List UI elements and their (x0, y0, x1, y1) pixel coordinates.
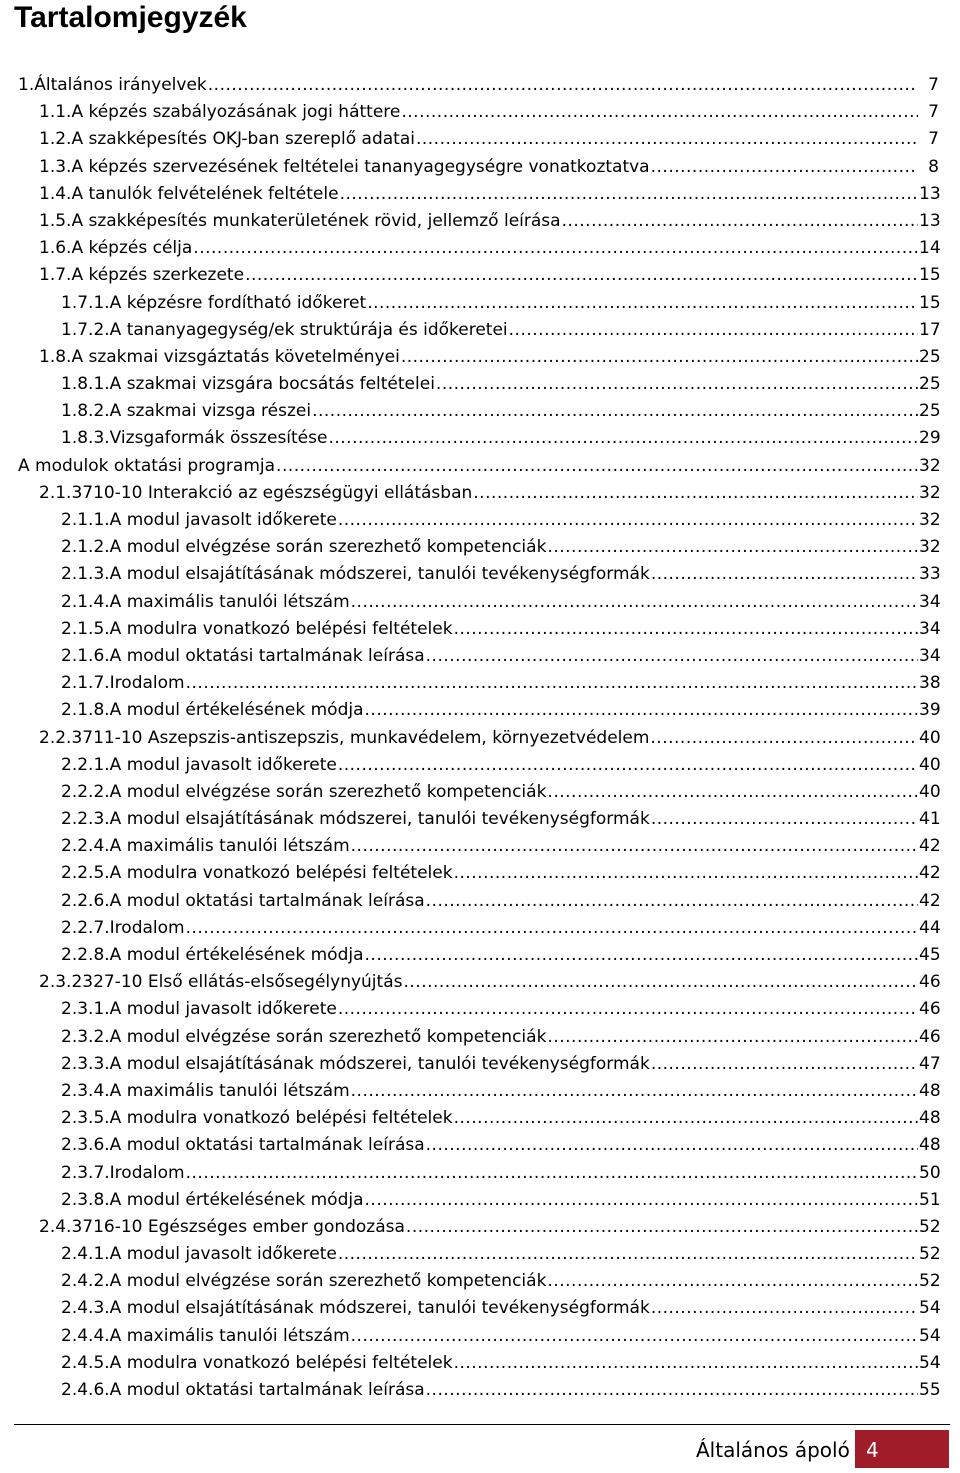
toc-entry-label: A képzés szerkezete (71, 265, 245, 286)
dot-leader (651, 156, 918, 178)
dot-leader (367, 292, 918, 314)
toc-entry-number: 1.5. (39, 210, 72, 231)
dot-leader (401, 346, 918, 368)
toc-entry-number: 2.3.7. (61, 1162, 110, 1183)
toc-entry-label: A szakképesítés OKJ-ban szereplő adatai (71, 129, 415, 150)
toc-entry-number: 2.1.1. (61, 510, 110, 530)
toc-entry[interactable] (0, 1295, 960, 1322)
toc-entry-number: 2.2.3. (61, 809, 110, 830)
toc-entry[interactable] (0, 942, 960, 969)
toc-entry-label: 3710-10 Interakció az egészségügyi ellátásban (71, 482, 473, 503)
toc-entry[interactable] (0, 996, 960, 1023)
toc-entry-page: 15 (919, 292, 941, 313)
toc-entry[interactable] (0, 697, 960, 724)
toc-entry-number: 2.3.3. (61, 1053, 110, 1074)
toc-entry-label: A modul oktatási tartalmának leírása (109, 890, 425, 911)
dot-leader (547, 1026, 918, 1048)
toc-entry-label: A modul oktatási tartalmának leírása (109, 1380, 425, 1400)
toc-entry[interactable] (0, 344, 960, 371)
dot-leader (186, 1162, 918, 1184)
toc-entry-label: A szakképesítés munkaterületének rövid, jellemző leírása (71, 210, 561, 231)
toc-entry-page: 13 (919, 183, 941, 204)
toc-entry-page: 25 (919, 374, 941, 395)
toc-entry-label: A modulra vonatkozó belépési feltételek (109, 1108, 453, 1129)
toc-entry-page: 42 (919, 890, 941, 911)
toc-entry-page: 48 (919, 1108, 941, 1129)
toc-entry-page: 54 (919, 1325, 941, 1346)
toc-entry-page: 32 (919, 455, 941, 476)
toc-entry[interactable] (0, 398, 960, 425)
table-of-contents (0, 72, 960, 1404)
toc-entry[interactable] (0, 262, 960, 289)
toc-entry-label: A maximális tanulói létszám (109, 836, 350, 857)
toc-entry[interactable] (0, 670, 960, 697)
dot-leader (454, 618, 918, 640)
dot-leader (406, 1216, 918, 1238)
dot-leader (426, 1379, 918, 1401)
toc-entry-label: 3716-10 Egészséges ember gondozása (71, 1216, 405, 1237)
dot-leader (403, 971, 918, 993)
toc-entry-number: 2.3.4. (61, 1080, 110, 1101)
toc-entry-number: 2.1.7. (61, 673, 110, 694)
toc-entry-page: 7 (928, 102, 939, 123)
toc-entry-page: 47 (919, 1053, 941, 1074)
toc-entry-number: 2.1.3. (61, 564, 110, 585)
dot-leader (509, 319, 918, 341)
toc-entry-page: 15 (919, 265, 941, 286)
toc-entry[interactable] (0, 480, 960, 507)
toc-entry[interactable] (0, 507, 960, 534)
toc-entry[interactable] (0, 779, 960, 806)
toc-entry-page: 8 (928, 156, 939, 177)
toc-entry-label: A maximális tanulói létszám (109, 591, 350, 612)
toc-entry-number: 2.1.5. (61, 618, 110, 639)
toc-entry[interactable] (0, 154, 960, 181)
toc-entry-label: A modul értékelésének módja (109, 700, 364, 721)
toc-entry-page: 46 (919, 999, 941, 1020)
toc-entry[interactable] (0, 915, 960, 942)
toc-entry-number: 2.3.1. (61, 999, 110, 1020)
toc-entry-label: 3711-10 Aszepszis-antiszepszis, munkavédelem, környezetvédelem (71, 727, 650, 748)
dot-leader (547, 1270, 918, 1292)
toc-entry-page: 46 (919, 1026, 941, 1047)
toc-entry[interactable] (0, 752, 960, 779)
toc-entry-page: 38 (919, 673, 941, 694)
dot-leader (650, 727, 918, 749)
toc-entry-page: 54 (919, 1298, 941, 1319)
dot-leader (365, 944, 918, 966)
toc-entry-page: 25 (919, 346, 941, 367)
toc-entry-page: 46 (919, 972, 941, 993)
dot-leader (312, 400, 918, 422)
toc-entry-page: 40 (919, 727, 941, 748)
dot-leader (338, 998, 918, 1020)
toc-entry-page: 17 (919, 319, 941, 340)
toc-entry[interactable] (0, 725, 960, 752)
toc-entry-number: 2.2.7. (61, 917, 110, 938)
toc-entry-number: 1.8.2. (61, 401, 110, 422)
toc-entry[interactable] (0, 561, 960, 588)
toc-entry-number: 2.4. (39, 1216, 72, 1237)
toc-entry[interactable] (0, 969, 960, 996)
dot-leader (401, 101, 918, 123)
toc-entry-label: A maximális tanulói létszám (109, 1080, 350, 1101)
toc-entry-label: A képzés célja (71, 238, 193, 259)
dot-leader (562, 210, 918, 232)
footer-title: Általános ápoló (696, 1438, 850, 1462)
dot-leader (365, 1189, 918, 1211)
toc-entry-number: 1.8.1. (61, 374, 110, 395)
toc-entry[interactable] (0, 126, 960, 153)
toc-entry-page: 34 (919, 591, 941, 612)
toc-entry-number: 1.7. (39, 265, 72, 286)
toc-entry-number: 2.3.2. (61, 1026, 110, 1047)
toc-entry-number: 2.3.5. (61, 1108, 110, 1129)
toc-entry-page: 52 (919, 1216, 941, 1237)
toc-entry[interactable] (0, 534, 960, 561)
dot-leader (547, 536, 918, 558)
toc-entry[interactable] (0, 1214, 960, 1241)
toc-entry-page: 34 (919, 645, 941, 666)
toc-entry-page: 7 (928, 129, 939, 150)
toc-entry-page: 29 (919, 428, 941, 449)
dot-leader (338, 509, 918, 531)
toc-entry-number: 2.1.8. (61, 700, 110, 721)
toc-entry[interactable] (0, 1241, 960, 1268)
dot-leader (338, 754, 918, 776)
toc-entry-number: 1.3. (39, 156, 72, 177)
toc-entry[interactable] (0, 1187, 960, 1214)
toc-entry-number: 1.1. (39, 102, 72, 123)
toc-entry-label: A képzés szabályozásának jogi háttere (71, 102, 401, 123)
toc-entry-number: 2.2.2. (61, 781, 110, 802)
footer-page-number: 4 (866, 1438, 879, 1462)
toc-entry-page: 34 (919, 618, 941, 639)
toc-entry-number: 2.2.5. (61, 863, 110, 884)
dot-leader (454, 1107, 918, 1129)
footer-divider (14, 1424, 950, 1425)
toc-entry-label: 2327-10 Első ellátás-elsősegélynyújtás (71, 972, 403, 993)
dot-leader (328, 427, 918, 449)
toc-entry-number: 1.7.2. (61, 319, 110, 340)
dot-leader (340, 183, 918, 205)
toc-entry-label: A modul elsajátításának módszerei, tanulói tevékenységformák (109, 809, 650, 830)
toc-entry[interactable] (0, 643, 960, 670)
toc-entry-page: 52 (919, 1244, 941, 1265)
dot-leader (351, 835, 918, 857)
dot-leader (186, 672, 918, 694)
dot-leader (651, 808, 918, 830)
dot-leader (245, 264, 918, 286)
toc-entry[interactable] (0, 290, 960, 317)
toc-entry-number: 2.1.2. (61, 537, 110, 558)
toc-entry-number: 2.1.6. (61, 645, 110, 666)
dot-leader (426, 645, 918, 667)
toc-entry-label: A képzésre fordítható időkeret (109, 292, 367, 313)
dot-leader (473, 482, 918, 504)
toc-entry-page: 45 (919, 945, 941, 965)
toc-entry-page: 54 (919, 1352, 941, 1373)
toc-entry[interactable] (0, 860, 960, 887)
dot-leader (454, 1352, 918, 1374)
toc-entry-label: A modul elvégzése során szerezhető kompetenciák (109, 1026, 547, 1047)
toc-entry-label: A modul elvégzése során szerezhető kompetenciák (109, 1271, 547, 1292)
toc-entry-number: 1.8.3. (61, 428, 110, 449)
dot-leader (547, 781, 918, 803)
toc-entry-number: 2.2.4. (61, 836, 110, 857)
toc-entry[interactable] (0, 1024, 960, 1051)
toc-entry-number: 1.6. (39, 238, 72, 259)
toc-entry-label: A modul javasolt időkerete (109, 1244, 337, 1265)
toc-entry[interactable] (0, 1105, 960, 1132)
toc-entry-page: 33 (919, 564, 941, 585)
toc-entry-page: 50 (919, 1162, 941, 1183)
toc-entry-number: 2.3. (39, 972, 72, 993)
toc-entry-label: A szakmai vizsgáztatás követelményei (71, 346, 400, 367)
toc-entry-page: 55 (919, 1380, 941, 1400)
dot-leader (454, 862, 918, 884)
toc-entry-number: 2.1.4. (61, 591, 110, 612)
toc-entry-page: 32 (919, 537, 941, 558)
dot-leader (365, 699, 918, 721)
toc-entry[interactable] (0, 1132, 960, 1159)
toc-entry-label: A modul javasolt időkerete (109, 510, 337, 530)
dot-leader (416, 128, 918, 150)
toc-entry-number: 1.4. (39, 183, 72, 204)
toc-entry-label: A modul értékelésének módja (109, 945, 364, 965)
page-title: Tartalomjegyzék (14, 1, 247, 34)
toc-entry-page: 52 (919, 1271, 941, 1292)
toc-entry-label: A modul elvégzése során szerezhető kompetenciák (109, 537, 547, 558)
toc-entry-page: 44 (919, 917, 941, 938)
toc-entry-label: A maximális tanulói létszám (109, 1325, 350, 1346)
toc-entry[interactable] (0, 833, 960, 860)
toc-entry-label: Irodalom (109, 673, 185, 694)
toc-entry-label: A tananyagegység/ek struktúrája és időkeretei (109, 319, 508, 340)
toc-entry-number: 2.2. (39, 727, 72, 748)
toc-entry-label: A modul elsajátításának módszerei, tanulói tevékenységformák (109, 1298, 650, 1319)
toc-entry-number: 1.2. (39, 129, 72, 150)
toc-entry-number: 2.4.1. (61, 1244, 110, 1265)
toc-entry-label: A képzés szervezésének feltételei tananyagegységre vonatkoztatva (71, 156, 650, 177)
toc-entry-label: A modulra vonatkozó belépési feltételek (109, 863, 453, 884)
toc-entry-page: 14 (919, 238, 941, 259)
dot-leader (651, 1297, 918, 1319)
dot-leader (338, 1243, 918, 1265)
toc-entry-number: 1.7.1. (61, 292, 110, 313)
dot-leader (193, 237, 918, 259)
toc-entry[interactable] (0, 806, 960, 833)
toc-entry[interactable] (0, 589, 960, 616)
toc-entry-page: 32 (919, 510, 941, 530)
toc-entry-number: 2.2.6. (61, 890, 110, 911)
toc-entry-label: A szakmai vizsgára bocsátás feltételei (109, 374, 435, 395)
toc-entry-page: 39 (919, 700, 941, 721)
dot-leader (351, 1325, 918, 1347)
toc-entry[interactable] (0, 99, 960, 126)
dot-leader (208, 74, 918, 96)
toc-entry-page: 48 (919, 1080, 941, 1101)
toc-entry[interactable] (0, 317, 960, 344)
toc-entry-number: 2.3.6. (61, 1135, 110, 1156)
toc-entry-page: 32 (919, 482, 941, 503)
toc-entry-number: 2.4.3. (61, 1298, 110, 1319)
toc-entry-label: A modul elsajátításának módszerei, tanulói tevékenységformák (109, 564, 650, 585)
toc-entry-page: 13 (919, 210, 941, 231)
toc-entry-label: A modul javasolt időkerete (109, 754, 337, 775)
toc-entry-number: 2.1. (39, 482, 72, 503)
toc-entry[interactable] (0, 1323, 960, 1350)
toc-entry-page: 7 (928, 75, 939, 95)
toc-entry[interactable] (0, 181, 960, 208)
toc-entry-label: Vizsgaformák összesítése (109, 428, 328, 449)
toc-entry-number: 2.4.6. (61, 1380, 110, 1400)
toc-entry-label: A modul javasolt időkerete (109, 999, 337, 1020)
toc-entry-label: A tanulók felvételének feltétele (71, 183, 339, 204)
toc-entry-page: 25 (919, 401, 941, 422)
toc-entry-number: 1.8. (39, 346, 72, 367)
toc-entry-number: 2.4.2. (61, 1271, 110, 1292)
toc-entry-page: 40 (919, 754, 941, 775)
toc-entry-label: Irodalom (109, 1162, 185, 1183)
toc-entry-page: 42 (919, 836, 941, 857)
dot-leader (276, 455, 918, 477)
dot-leader (426, 890, 918, 912)
toc-entry-page: 51 (919, 1189, 941, 1210)
toc-entry-number: 2.4.5. (61, 1352, 110, 1373)
dot-leader (436, 373, 918, 395)
dot-leader (186, 917, 918, 939)
toc-entry-label: A modul elvégzése során szerezhető kompetenciák (109, 781, 547, 802)
toc-entry[interactable] (0, 1078, 960, 1105)
toc-entry[interactable] (0, 1160, 960, 1187)
toc-entry[interactable] (0, 1051, 960, 1078)
toc-entry-page: 40 (919, 781, 941, 802)
toc-entry[interactable] (0, 888, 960, 915)
dot-leader (651, 563, 918, 585)
toc-entry-label: A modulra vonatkozó belépési feltételek (109, 618, 453, 639)
dot-leader (351, 1080, 918, 1102)
toc-entry-number: 2.2.1. (61, 754, 110, 775)
toc-entry-number: 2.4.4. (61, 1325, 110, 1346)
toc-entry[interactable] (0, 1268, 960, 1295)
toc-entry-label: A modul oktatási tartalmának leírása (109, 1135, 425, 1156)
toc-entry[interactable] (0, 1377, 960, 1404)
toc-entry-page: 42 (919, 863, 941, 884)
dot-leader (651, 1053, 918, 1075)
toc-entry-page: 48 (919, 1135, 941, 1156)
toc-entry-label: A szakmai vizsga részei (109, 401, 312, 422)
toc-entry[interactable] (0, 72, 960, 99)
toc-entry-number: 2.2.8. (61, 945, 110, 965)
toc-entry-number: 1. (18, 75, 35, 95)
toc-entry[interactable] (0, 208, 960, 235)
toc-entry[interactable] (0, 453, 960, 480)
toc-entry-label: A modul értékelésének módja (109, 1189, 364, 1210)
toc-entry[interactable] (0, 235, 960, 262)
toc-entry[interactable] (0, 1350, 960, 1377)
toc-entry-label: A modul oktatási tartalmának leírása (109, 645, 425, 666)
toc-entry-label: Irodalom (109, 917, 185, 938)
toc-entry[interactable] (0, 425, 960, 452)
toc-entry-label: A modulra vonatkozó belépési feltételek (109, 1352, 453, 1373)
toc-entry-label: A modul elsajátításának módszerei, tanulói tevékenységformák (109, 1053, 650, 1074)
dot-leader (351, 591, 918, 613)
toc-entry-page: 41 (919, 809, 941, 830)
toc-entry[interactable] (0, 616, 960, 643)
toc-entry-label: Általános irányelvek (34, 75, 207, 95)
toc-entry-number: 2.3.8. (61, 1189, 110, 1210)
dot-leader (426, 1134, 918, 1156)
toc-entry-label: A modulok oktatási programja (18, 455, 276, 476)
toc-entry[interactable] (0, 371, 960, 398)
